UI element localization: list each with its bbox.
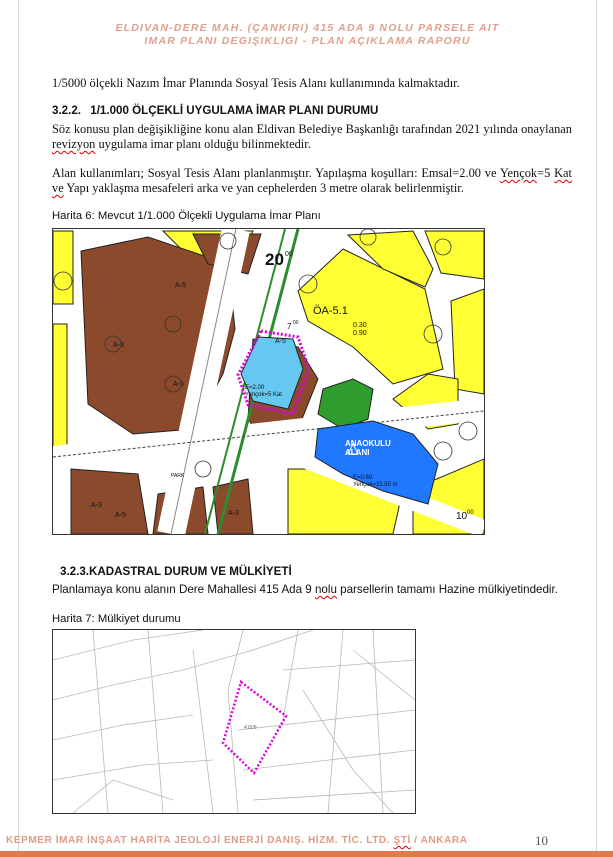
intro-paragraph: 1/5000 ölçekli Nazım İmar Planında Sosyal Tesis Alanı kullanımında kalmaktadır. xyxy=(52,76,460,90)
header-line-2: IMAR PLANI DEGIŞIKLIGI - PLAN AÇIKLAMA RAPORU xyxy=(144,35,471,47)
header-line-1: ELDIVAN-DERE MAH. (ÇANKIRI) 415 ADA 9 NOLU PARSELE AIT xyxy=(115,22,500,34)
footer-company-b: / ANKARA xyxy=(414,835,468,846)
road-width-10-sup: 00 xyxy=(467,510,474,516)
page-number: 10 xyxy=(535,833,548,848)
footer-company-spell: ŞTİ xyxy=(393,835,411,846)
document-page xyxy=(18,0,597,857)
kindergarten-label: ANAOKULU ALANI xyxy=(345,439,391,458)
emsal-label: 0.30 0.90 xyxy=(353,322,367,338)
block-label-a5-4: A-5 xyxy=(115,512,126,519)
para1-spell: revizyon xyxy=(52,137,96,151)
section-323-heading: 3.2.3.KADASTRAL DURUM VE MÜLKİYETİ xyxy=(60,565,292,578)
map6-caption: Harita 6: Mevcut 1/1.000 Ölçekli Uygulama İmar Planı xyxy=(52,210,321,222)
map7-caption: Harita 7: Mülkiyet durumu xyxy=(52,613,181,625)
footer-company-a: KEPMER İMAR İNŞAAT HARİTA JEOLOJİ ENERJİ DANIŞ. HİZM. TİC. LTD. xyxy=(6,835,391,846)
footer-bar xyxy=(0,851,613,857)
block-label-a5-3: A-5 xyxy=(275,338,286,345)
section-323-para xyxy=(52,582,572,597)
block-label-a3-1: A-3 xyxy=(113,342,124,349)
block-label-a3-3: A-3 xyxy=(228,510,239,517)
park-label: PARK xyxy=(171,473,185,479)
kindergarten-conditions: E=0.60 Yençok=15.50 m xyxy=(353,475,398,488)
road-width-7: 7 xyxy=(287,322,292,331)
road-width-10: 10 xyxy=(456,511,468,522)
para2-text-b: =5 xyxy=(537,166,551,180)
section-322-heading xyxy=(52,104,378,117)
para1-text-a: Söz konusu plan değişikliğine konu alan Eldivan Belediye Başkanlığı tarafından 2021 yılında onaylanan xyxy=(52,122,572,136)
para3-spell: nolu xyxy=(314,583,337,596)
cadastral-map xyxy=(52,629,416,814)
footer-company xyxy=(6,835,468,846)
road-width-sup: 00 xyxy=(285,251,293,258)
para2-text-c: Yapı yaklaşma mesafeleri arka ve yan cephelerden 3 metre olarak belirlenmiştir. xyxy=(66,181,464,195)
para2-text-a: Alan kullanımları; Sosyal Tesis Alanı planlanmıştır. Yapılaşma koşulları: Emsal=2.00 ve xyxy=(52,166,497,180)
para2-spell-2: Kat ve xyxy=(52,166,572,195)
para3-text-a: Planlamaya konu alanın Dere Mahallesi 415 Ada 9 xyxy=(52,583,312,596)
road-width-label: 20 xyxy=(265,250,284,269)
oa-label: ÖA-5.1 xyxy=(313,305,348,317)
para2-spell-1: Yençok xyxy=(499,166,538,180)
block-label-a3-2: A-3 xyxy=(91,502,102,509)
para1-text-b: uygulama imar planı olduğu bilinmektedir. xyxy=(98,137,311,151)
social-facility-conditions: E=2.00 Yençok=5 Kat xyxy=(245,385,282,398)
section-322-para-2 xyxy=(52,166,572,196)
zoning-plan-map xyxy=(52,228,485,535)
section-322-para-1 xyxy=(52,122,572,152)
block-label-a5-2: A-5 xyxy=(173,381,184,388)
road-width-7-sup: 00 xyxy=(293,320,299,326)
parcel-label: 415/9 xyxy=(244,725,257,731)
section-322-number: 3.2.2. xyxy=(52,104,82,117)
section-322-title: 1/1.000 ÖLÇEKLİ UYGULAMA İMAR PLANI DURUMU xyxy=(90,104,379,117)
block-label-a5-1: A-5 xyxy=(175,282,186,289)
para3-text-b: parsellerin tamamı Hazine mülkiyetindedir. xyxy=(340,583,558,596)
